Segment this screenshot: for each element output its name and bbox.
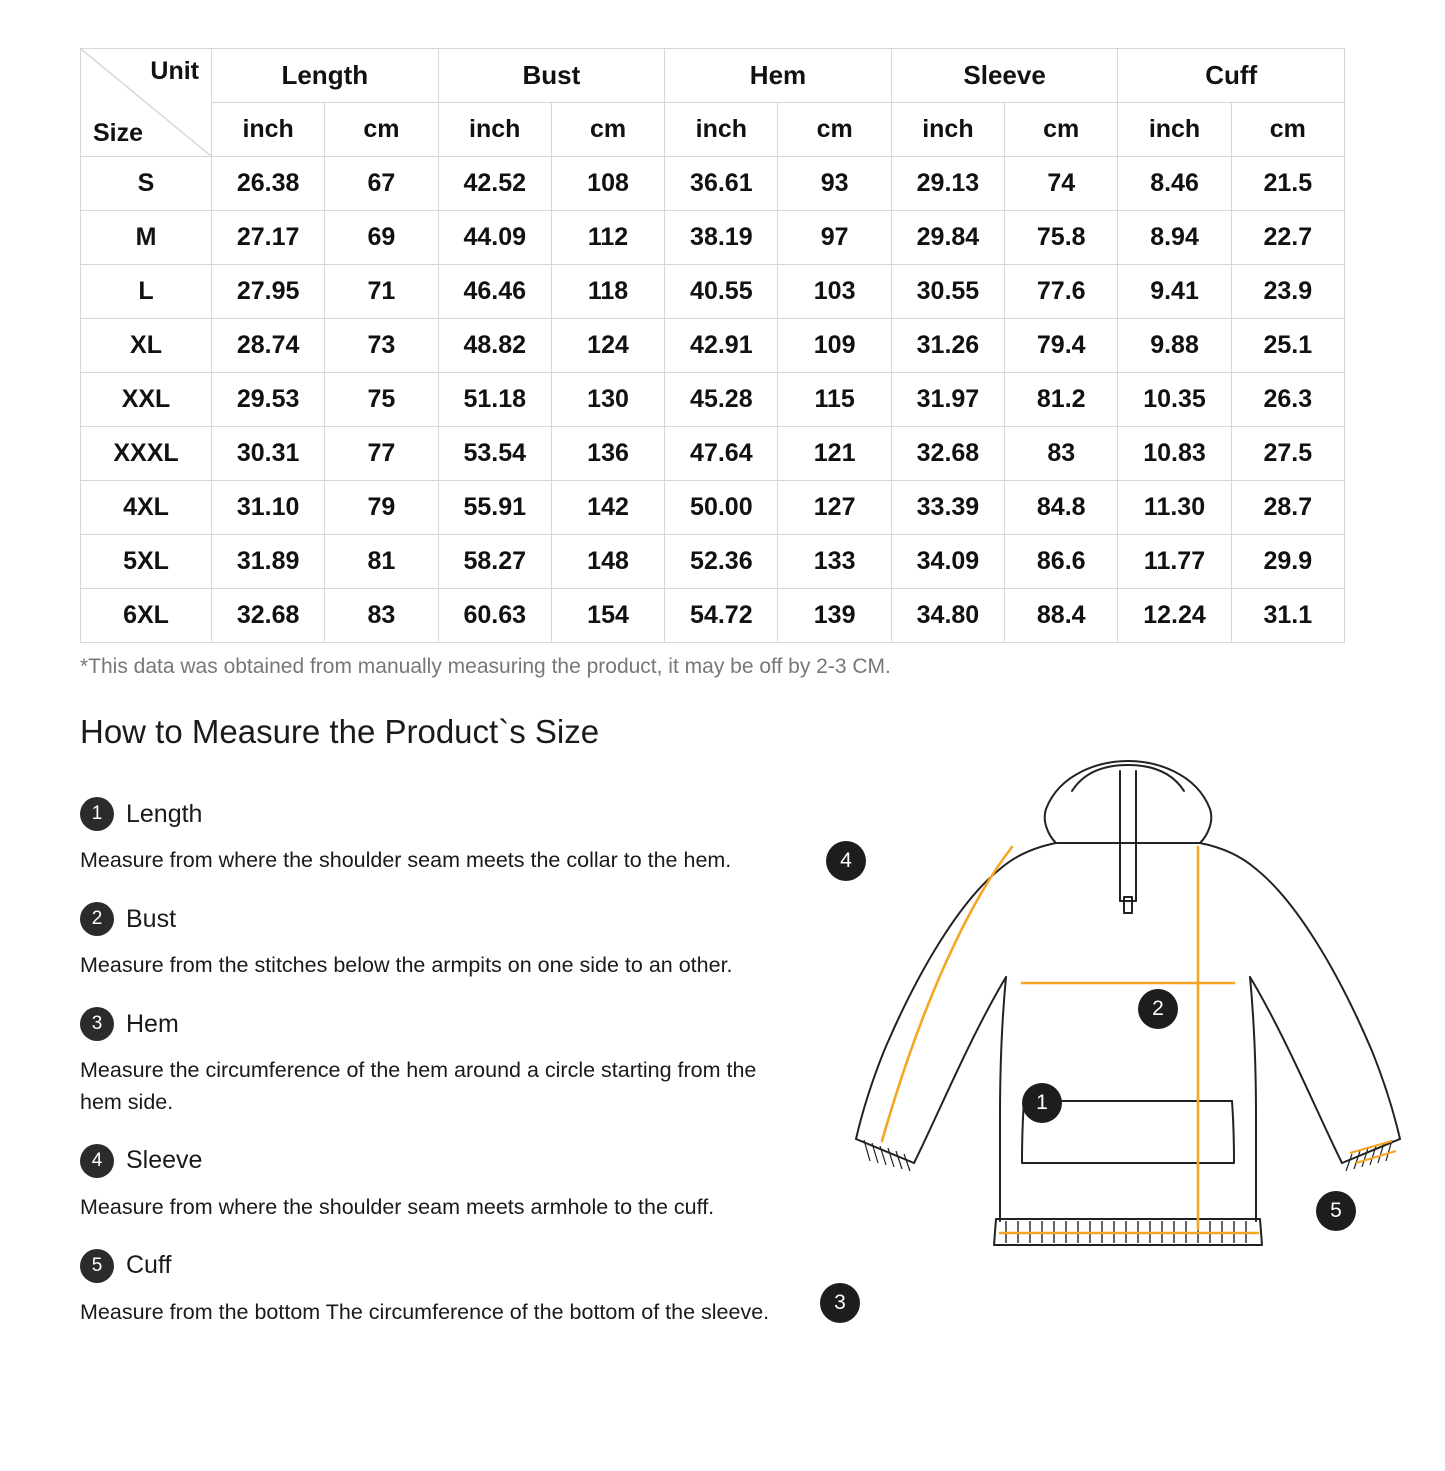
subheader-sleeve-inch: inch	[891, 103, 1004, 157]
size-label: Size	[93, 119, 144, 147]
cell: 29.9	[1231, 535, 1344, 589]
row-size: 5XL	[81, 535, 212, 589]
row-size: M	[81, 211, 212, 265]
cell: 32.68	[891, 427, 1004, 481]
cell: 31.89	[212, 535, 325, 589]
measure-step-sleeve	[80, 1144, 820, 1223]
column-group-cuff: Cuff	[1118, 49, 1345, 103]
cell: 30.31	[212, 427, 325, 481]
row-size: XL	[81, 319, 212, 373]
table-row	[81, 427, 1345, 481]
cell: 81.2	[1005, 373, 1118, 427]
cell: 77	[325, 427, 438, 481]
unit-label: Unit	[150, 57, 199, 85]
table-row	[81, 589, 1345, 643]
cell: 27.95	[212, 265, 325, 319]
step-description: Measure from the stitches below the armpits on one side to an other.	[80, 953, 733, 978]
cell: 29.13	[891, 157, 1004, 211]
step-header	[80, 1249, 820, 1283]
cell: 50.00	[665, 481, 778, 535]
cell: 130	[551, 373, 664, 427]
cell: 127	[778, 481, 891, 535]
cell: 26.38	[212, 157, 325, 211]
cell: 12.24	[1118, 589, 1231, 643]
table-row	[81, 535, 1345, 589]
cell: 38.19	[665, 211, 778, 265]
row-size: XXL	[81, 373, 212, 427]
cell: 42.52	[438, 157, 551, 211]
cell: 29.53	[212, 373, 325, 427]
cell: 42.91	[665, 319, 778, 373]
step-header	[80, 1007, 820, 1041]
cell: 75	[325, 373, 438, 427]
subheader-hem-cm: cm	[778, 103, 891, 157]
cell: 58.27	[438, 535, 551, 589]
cell: 115	[778, 373, 891, 427]
how-to-measure-section	[80, 771, 1365, 1471]
cell: 10.83	[1118, 427, 1231, 481]
subheader-length-inch: inch	[212, 103, 325, 157]
cell: 25.1	[1231, 319, 1344, 373]
cell: 53.54	[438, 427, 551, 481]
subheader-cuff-cm: cm	[1231, 103, 1344, 157]
table-subheader-row	[81, 103, 1345, 157]
hoodie-illustration-icon	[810, 751, 1445, 1311]
table-row	[81, 319, 1345, 373]
step-number-badge: 1	[80, 797, 114, 831]
diagram-marker-5: 5	[1316, 1191, 1356, 1231]
row-size: L	[81, 265, 212, 319]
cell: 154	[551, 589, 664, 643]
step-title: Sleeve	[126, 1146, 203, 1175]
cell: 148	[551, 535, 664, 589]
cell: 84.8	[1005, 481, 1118, 535]
cell: 31.26	[891, 319, 1004, 373]
cell: 86.6	[1005, 535, 1118, 589]
cell: 30.55	[891, 265, 1004, 319]
cell: 51.18	[438, 373, 551, 427]
cell: 26.3	[1231, 373, 1344, 427]
row-size: 4XL	[81, 481, 212, 535]
cell: 36.61	[665, 157, 778, 211]
cell: 112	[551, 211, 664, 265]
column-group-sleeve: Sleeve	[891, 49, 1118, 103]
step-description: Measure the circumference of the hem around a circle starting from the hem side.	[80, 1058, 757, 1114]
cell: 9.41	[1118, 265, 1231, 319]
column-group-length: Length	[212, 49, 439, 103]
cell: 11.30	[1118, 481, 1231, 535]
cell: 44.09	[438, 211, 551, 265]
cell: 22.7	[1231, 211, 1344, 265]
cell: 55.91	[438, 481, 551, 535]
cell: 8.46	[1118, 157, 1231, 211]
cell: 11.77	[1118, 535, 1231, 589]
table-row	[81, 211, 1345, 265]
cell: 79.4	[1005, 319, 1118, 373]
table-row	[81, 157, 1345, 211]
table-row	[81, 373, 1345, 427]
cell: 33.39	[891, 481, 1004, 535]
cell: 31.1	[1231, 589, 1344, 643]
cell: 9.88	[1118, 319, 1231, 373]
cell: 108	[551, 157, 664, 211]
measure-step-cuff	[80, 1249, 820, 1328]
cell: 60.63	[438, 589, 551, 643]
cell: 47.64	[665, 427, 778, 481]
cell: 88.4	[1005, 589, 1118, 643]
cell: 133	[778, 535, 891, 589]
cell: 124	[551, 319, 664, 373]
cell: 93	[778, 157, 891, 211]
step-header	[80, 1144, 820, 1178]
cell: 52.36	[665, 535, 778, 589]
cell: 34.80	[891, 589, 1004, 643]
step-title: Bust	[126, 904, 177, 933]
cell: 71	[325, 265, 438, 319]
cell: 136	[551, 427, 664, 481]
cell: 81	[325, 535, 438, 589]
table-corner-cell	[81, 49, 212, 157]
cell: 46.46	[438, 265, 551, 319]
diagram-marker-1: 1	[1022, 1083, 1062, 1123]
cell: 28.7	[1231, 481, 1344, 535]
cell: 79	[325, 481, 438, 535]
measurement-disclaimer: *This data was obtained from manually measuring the product, it may be off by 2-3 CM.	[80, 655, 891, 678]
subheader-hem-inch: inch	[665, 103, 778, 157]
cell: 29.84	[891, 211, 1004, 265]
step-title: Cuff	[126, 1251, 172, 1280]
step-header	[80, 797, 820, 831]
subheader-length-cm: cm	[325, 103, 438, 157]
cell: 31.97	[891, 373, 1004, 427]
step-number-badge: 4	[80, 1144, 114, 1178]
cell: 139	[778, 589, 891, 643]
step-description: Measure from where the shoulder seam meets armhole to the cuff.	[80, 1194, 715, 1219]
cell: 31.10	[212, 481, 325, 535]
step-description: Measure from the bottom The circumference of the bottom of the sleeve.	[80, 1299, 770, 1324]
cell: 27.5	[1231, 427, 1344, 481]
subheader-cuff-inch: inch	[1118, 103, 1231, 157]
diagram-marker-2: 2	[1138, 989, 1178, 1029]
row-size: 6XL	[81, 589, 212, 643]
cell: 32.68	[212, 589, 325, 643]
cell: 28.74	[212, 319, 325, 373]
step-number-badge: 2	[80, 902, 114, 936]
subheader-bust-inch: inch	[438, 103, 551, 157]
cell: 8.94	[1118, 211, 1231, 265]
cell: 121	[778, 427, 891, 481]
cell: 67	[325, 157, 438, 211]
cell: 40.55	[665, 265, 778, 319]
cell: 118	[551, 265, 664, 319]
cell: 69	[325, 211, 438, 265]
cell: 97	[778, 211, 891, 265]
step-title: Length	[126, 799, 203, 828]
cell: 74	[1005, 157, 1118, 211]
cell: 10.35	[1118, 373, 1231, 427]
table-group-header-row	[81, 49, 1345, 103]
subheader-bust-cm: cm	[551, 103, 664, 157]
row-size: S	[81, 157, 212, 211]
cell: 21.5	[1231, 157, 1344, 211]
cell: 142	[551, 481, 664, 535]
measure-steps-list	[80, 771, 820, 1471]
size-chart-table	[80, 48, 1345, 643]
step-title: Hem	[126, 1009, 179, 1038]
row-size: XXXL	[81, 427, 212, 481]
measure-step-hem	[80, 1007, 820, 1117]
cell: 109	[778, 319, 891, 373]
step-number-badge: 5	[80, 1249, 114, 1283]
cell: 23.9	[1231, 265, 1344, 319]
diagram-marker-4: 4	[826, 841, 866, 881]
cell: 77.6	[1005, 265, 1118, 319]
cell: 73	[325, 319, 438, 373]
cell: 83	[1005, 427, 1118, 481]
cell: 83	[325, 589, 438, 643]
diagram-marker-3: 3	[820, 1283, 860, 1323]
cell: 54.72	[665, 589, 778, 643]
cell: 27.17	[212, 211, 325, 265]
step-number-badge: 3	[80, 1007, 114, 1041]
cell: 34.09	[891, 535, 1004, 589]
measure-step-length	[80, 797, 820, 876]
step-description: Measure from where the shoulder seam meets the collar to the hem.	[80, 848, 732, 872]
table-row	[81, 265, 1345, 319]
step-header	[80, 902, 820, 936]
measure-step-bust	[80, 902, 820, 981]
column-group-hem: Hem	[665, 49, 892, 103]
cell: 48.82	[438, 319, 551, 373]
cell: 103	[778, 265, 891, 319]
cell: 45.28	[665, 373, 778, 427]
cell: 75.8	[1005, 211, 1118, 265]
how-to-measure-title: How to Measure the Product`s Size	[80, 713, 600, 750]
subheader-sleeve-cm: cm	[1005, 103, 1118, 157]
table-row	[81, 481, 1345, 535]
column-group-bust: Bust	[438, 49, 665, 103]
garment-diagram	[820, 771, 1365, 1471]
